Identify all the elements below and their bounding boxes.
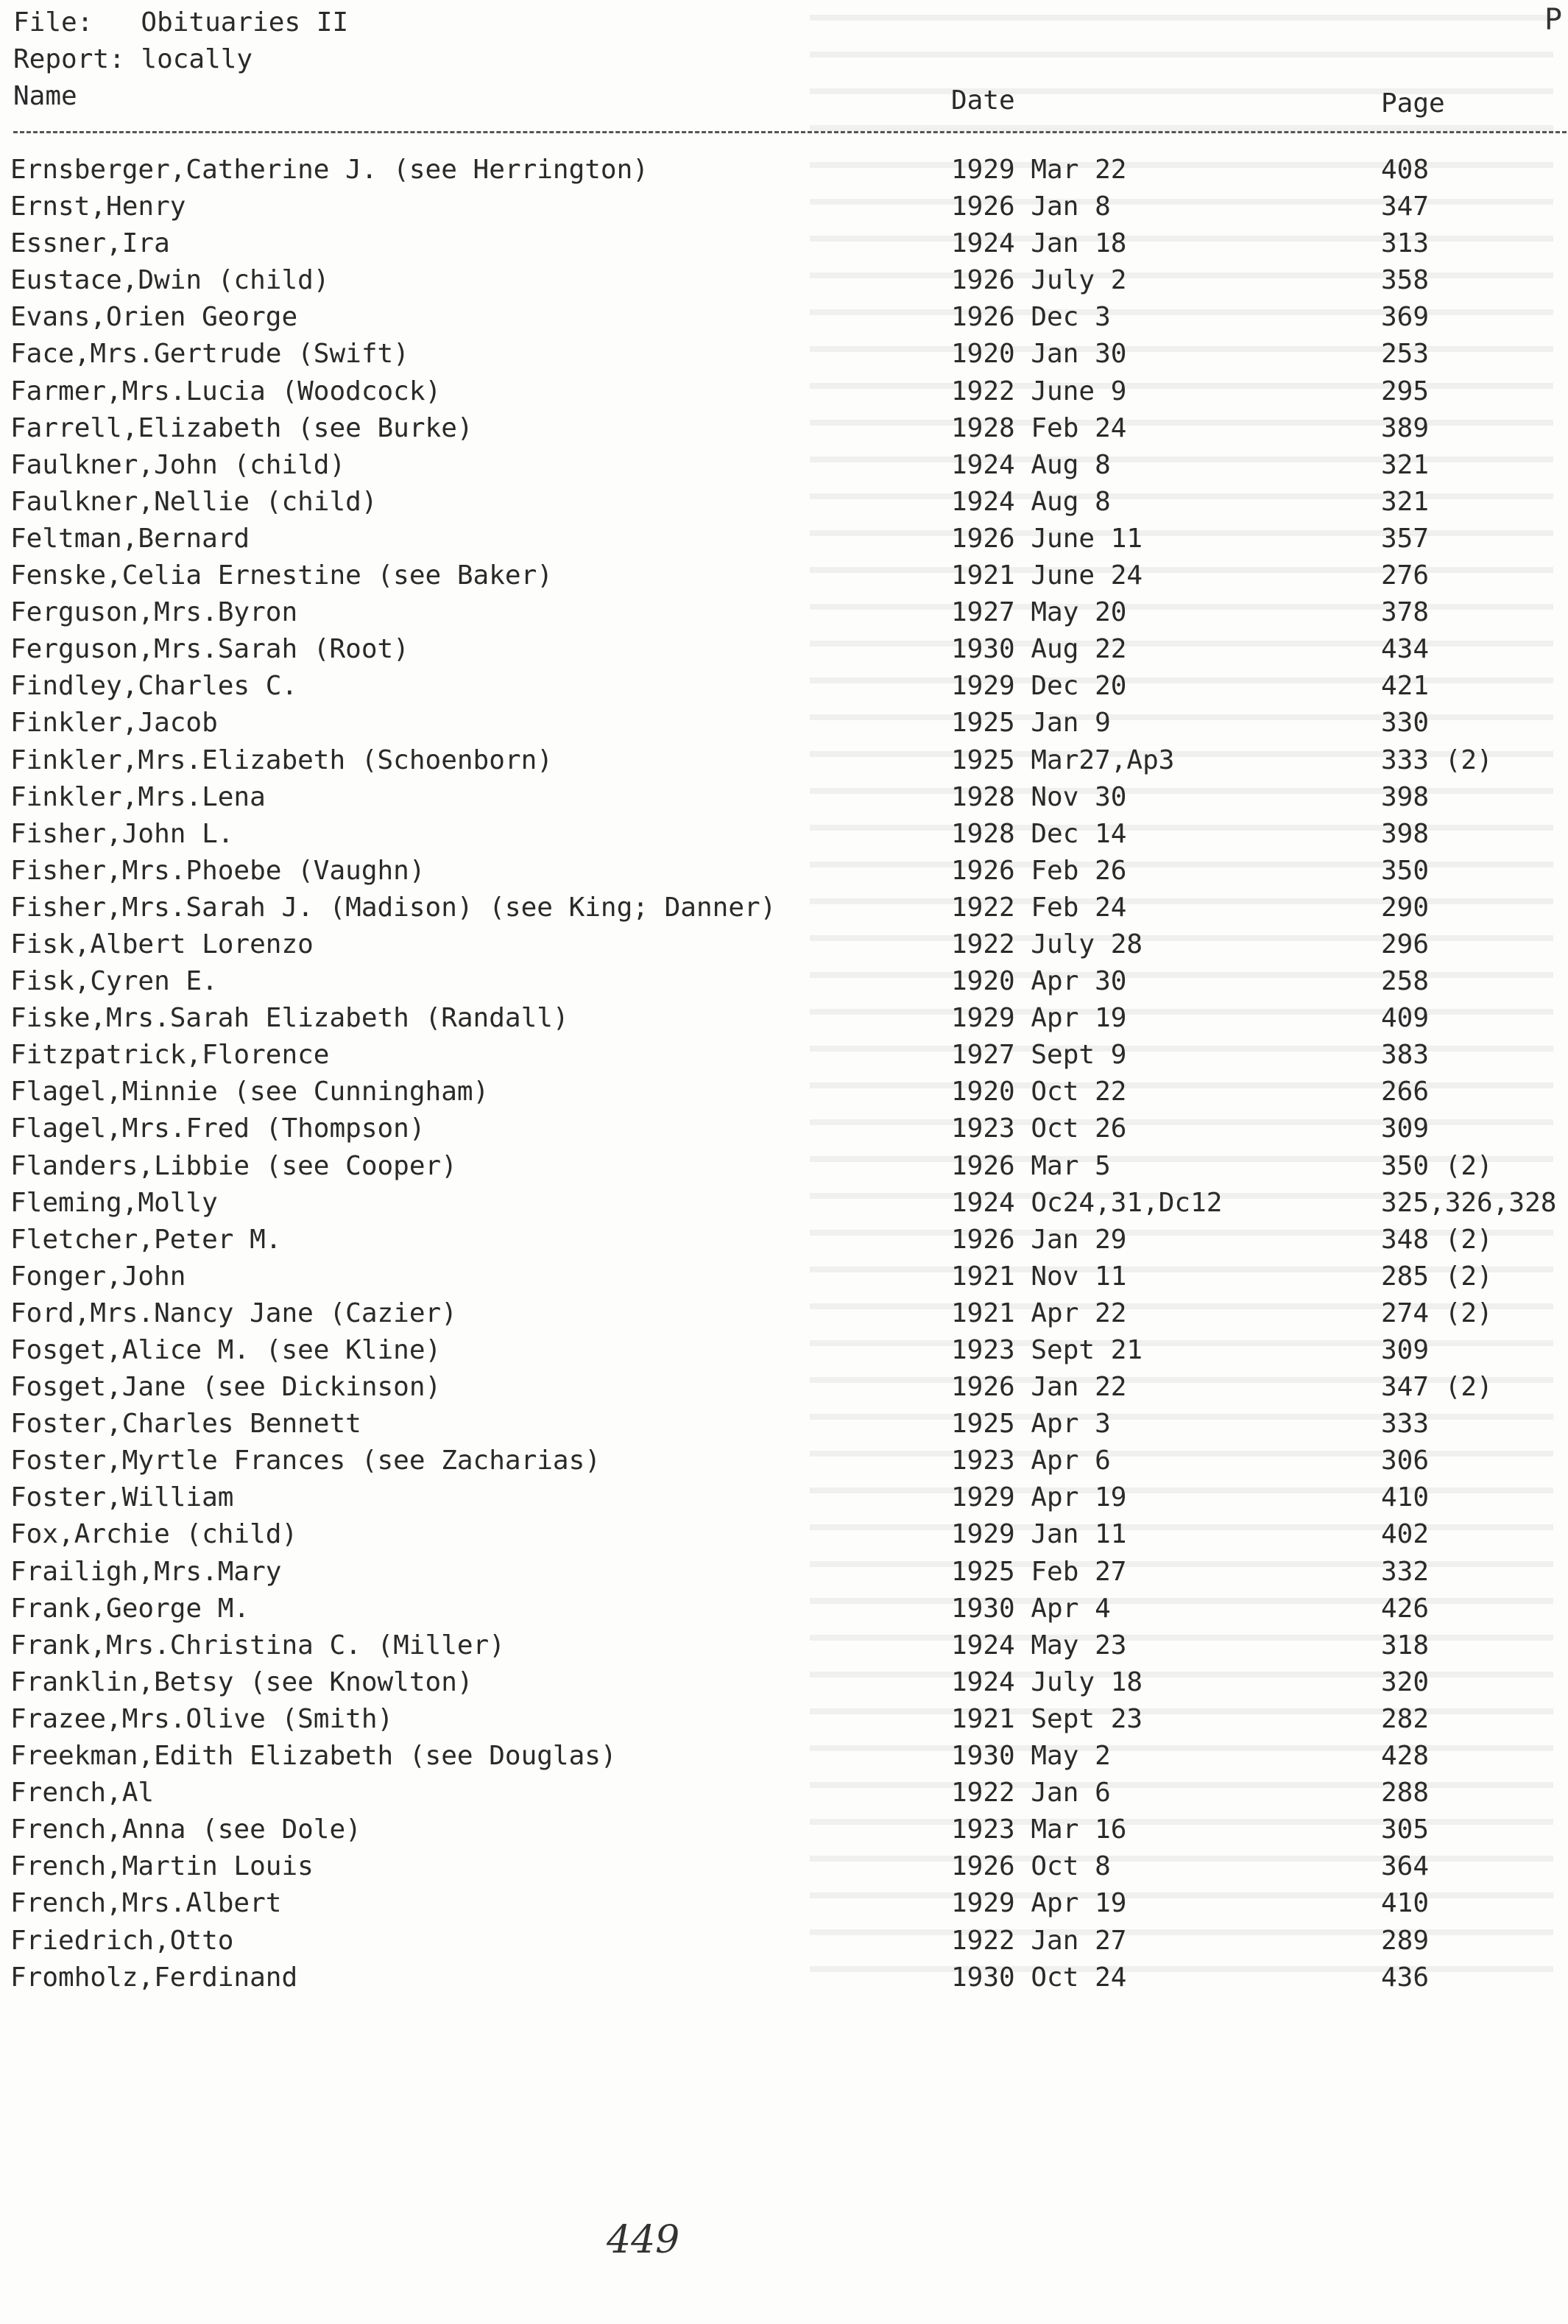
list-item <box>0 1701 1568 1738</box>
entry-page: 408 <box>1381 155 1430 185</box>
entry-page: 357 <box>1381 523 1430 554</box>
entry-page: 436 <box>1381 1962 1430 1993</box>
entry-date: 1926 Dec 3 <box>951 302 1111 333</box>
entry-name: Franklin,Betsy (see Knowlton) <box>10 1666 473 1697</box>
column-header-page: Page <box>1381 88 1445 119</box>
entry-page: 282 <box>1381 1703 1430 1734</box>
list-item <box>0 152 1568 189</box>
entry-date: 1926 Feb 26 <box>951 855 1127 886</box>
entry-name: Ferguson,Mrs.Byron <box>10 597 298 628</box>
entry-date: 1924 Oc24,31,Dc12 <box>951 1187 1223 1218</box>
entry-page: 309 <box>1381 1113 1430 1144</box>
entry-page: 330 <box>1381 708 1430 739</box>
entry-date: 1930 May 2 <box>951 1741 1111 1772</box>
entry-page: 295 <box>1381 376 1430 406</box>
entry-name: Fenske,Celia Ernestine (see Baker) <box>10 560 553 591</box>
entry-name: Fiske,Mrs.Sarah Elizabeth (Randall) <box>10 1003 569 1034</box>
list-item <box>0 594 1568 631</box>
entry-date: 1926 Jan 22 <box>951 1372 1127 1403</box>
entry-date: 1922 Jan 6 <box>951 1778 1111 1809</box>
list-item <box>0 1000 1568 1037</box>
entry-name: Finkler,Jacob <box>10 708 218 739</box>
entry-name: Faulkner,Nellie (child) <box>10 486 378 517</box>
entry-name: Fletcher,Peter M. <box>10 1224 282 1255</box>
entry-date: 1926 Oct 8 <box>951 1851 1111 1882</box>
entry-page: 309 <box>1381 1335 1430 1365</box>
entry-page: 266 <box>1381 1077 1430 1108</box>
entry-page: 274 (2) <box>1381 1297 1493 1328</box>
list-item <box>0 1627 1568 1664</box>
entry-page: 332 <box>1381 1556 1430 1587</box>
entry-name: Ford,Mrs.Nancy Jane (Cazier) <box>10 1297 457 1328</box>
entry-page: 296 <box>1381 929 1430 959</box>
entry-name: Foster,Myrtle Frances (see Zacharias) <box>10 1446 601 1476</box>
entry-name: Evans,Orien George <box>10 302 298 333</box>
entry-name: Flagel,Mrs.Fred (Thompson) <box>10 1113 425 1144</box>
list-item <box>0 557 1568 594</box>
entry-page: 350 (2) <box>1381 1150 1493 1181</box>
entry-page: 410 <box>1381 1888 1430 1919</box>
entry-date: 1923 Oct 26 <box>951 1113 1127 1144</box>
list-item <box>0 890 1568 926</box>
entry-date: 1930 Aug 22 <box>951 634 1127 665</box>
entry-name: Farmer,Mrs.Lucia (Woodcock) <box>10 376 442 406</box>
entry-name: Essner,Ira <box>10 228 170 259</box>
list-item <box>0 853 1568 890</box>
entry-name: Frank,George M. <box>10 1593 250 1624</box>
column-header-date: Date <box>951 85 1015 116</box>
entry-name: Ernst,Henry <box>10 191 186 222</box>
entry-date: 1922 June 9 <box>951 376 1127 406</box>
list-item <box>0 668 1568 705</box>
entry-date: 1923 Apr 6 <box>951 1446 1111 1476</box>
header-divider <box>13 131 1567 133</box>
list-item <box>0 1811 1568 1848</box>
entry-name: Finkler,Mrs.Lena <box>10 781 266 812</box>
entry-page: 313 <box>1381 228 1430 259</box>
entry-page: 325,326,328 <box>1381 1187 1557 1218</box>
list-item <box>0 1406 1568 1443</box>
entry-name: Foster,Charles Bennett <box>10 1409 361 1440</box>
entry-name: French,Al <box>10 1778 155 1809</box>
entry-date: 1924 Aug 8 <box>951 449 1111 480</box>
entry-name: Frank,Mrs.Christina C. (Miller) <box>10 1630 505 1661</box>
entry-name: Faulkner,John (child) <box>10 449 346 480</box>
entry-date: 1930 Oct 24 <box>951 1962 1127 1993</box>
entry-date: 1924 Jan 18 <box>951 228 1127 259</box>
list-item <box>0 1295 1568 1332</box>
list-item <box>0 1775 1568 1811</box>
list-item <box>0 705 1568 742</box>
list-item <box>0 1332 1568 1369</box>
list-item <box>0 1110 1568 1147</box>
entry-date: 1929 Apr 19 <box>951 1003 1127 1034</box>
list-item <box>0 1222 1568 1258</box>
list-item <box>0 373 1568 410</box>
entry-page: 369 <box>1381 302 1430 333</box>
entry-date: 1927 Sept 9 <box>951 1040 1127 1071</box>
entry-name: Flanders,Libbie (see Cooper) <box>10 1150 457 1181</box>
entry-name: Face,Mrs.Gertrude (Swift) <box>10 339 409 370</box>
entry-page: 410 <box>1381 1482 1430 1513</box>
entry-date: 1926 Jan 8 <box>951 191 1111 222</box>
entry-page: 398 <box>1381 781 1430 812</box>
entry-date: 1930 Apr 4 <box>951 1593 1111 1624</box>
list-item <box>0 447 1568 484</box>
entry-page: 347 (2) <box>1381 1372 1493 1403</box>
entry-page: 421 <box>1381 671 1430 702</box>
entry-name: Feltman,Bernard <box>10 523 250 554</box>
list-item <box>0 1848 1568 1885</box>
entry-date: 1921 June 24 <box>951 560 1143 591</box>
file-title: File: Obituaries II <box>13 7 349 38</box>
entry-page: 402 <box>1381 1519 1430 1550</box>
entry-name: Fisher,Mrs.Phoebe (Vaughn) <box>10 855 425 886</box>
entry-page: 347 <box>1381 191 1430 222</box>
entry-date: 1925 Mar27,Ap3 <box>951 744 1175 775</box>
entry-page: 364 <box>1381 1851 1430 1882</box>
entry-page: 333 <box>1381 1409 1430 1440</box>
list-item <box>0 963 1568 1000</box>
list-item <box>0 299 1568 336</box>
entry-date: 1921 Nov 11 <box>951 1261 1127 1292</box>
entry-page: 409 <box>1381 1003 1430 1034</box>
entry-name: Flagel,Minnie (see Cunningham) <box>10 1077 490 1108</box>
entry-page: 434 <box>1381 634 1430 665</box>
entry-name: Freekman,Edith Elizabeth (see Douglas) <box>10 1741 617 1772</box>
entry-date: 1929 Dec 20 <box>951 671 1127 702</box>
report-title: Report: locally <box>13 44 253 74</box>
entry-date: 1929 Apr 19 <box>951 1888 1127 1919</box>
entry-date: 1929 Jan 11 <box>951 1519 1127 1550</box>
list-item <box>0 1258 1568 1295</box>
entry-page: 321 <box>1381 449 1430 480</box>
entry-date: 1926 Mar 5 <box>951 1150 1111 1181</box>
entry-page: 318 <box>1381 1630 1430 1661</box>
list-item <box>0 1923 1568 1959</box>
entry-name: Fisher,John L. <box>10 818 234 849</box>
list-item <box>0 926 1568 963</box>
list-item <box>0 1591 1568 1627</box>
entry-page: 358 <box>1381 265 1430 296</box>
entry-date: 1920 Jan 30 <box>951 339 1127 370</box>
list-item <box>0 410 1568 447</box>
entry-date: 1921 Sept 23 <box>951 1703 1143 1734</box>
entry-date: 1926 Jan 29 <box>951 1224 1127 1255</box>
entry-date: 1922 Feb 24 <box>951 892 1127 923</box>
entry-date: 1929 Mar 22 <box>951 155 1127 185</box>
list-item <box>0 1074 1568 1110</box>
entry-name: French,Mrs.Albert <box>10 1888 282 1919</box>
list-item <box>0 816 1568 853</box>
list-item <box>0 1516 1568 1553</box>
entry-date: 1925 Feb 27 <box>951 1556 1127 1587</box>
entry-name: Fisk,Cyren E. <box>10 966 218 997</box>
entry-page: 289 <box>1381 1925 1430 1956</box>
entry-date: 1926 July 2 <box>951 265 1127 296</box>
entry-page: 389 <box>1381 412 1430 443</box>
entry-date: 1923 Mar 16 <box>951 1814 1127 1845</box>
entry-page: 428 <box>1381 1741 1430 1772</box>
entry-date: 1924 July 18 <box>951 1666 1143 1697</box>
list-item <box>0 631 1568 668</box>
entry-name: Ernsberger,Catherine J. (see Herrington) <box>10 155 649 185</box>
entry-page: 305 <box>1381 1814 1430 1845</box>
entry-page: 320 <box>1381 1666 1430 1697</box>
entry-page: 258 <box>1381 966 1430 997</box>
entry-name: Fleming,Molly <box>10 1187 218 1218</box>
column-header-name: Name <box>13 81 77 111</box>
entry-page: 348 (2) <box>1381 1224 1493 1255</box>
list-item <box>0 262 1568 299</box>
list-item <box>0 1885 1568 1922</box>
entry-date: 1928 Nov 30 <box>951 781 1127 812</box>
entry-date: 1922 July 28 <box>951 929 1143 959</box>
entry-name: Fitzpatrick,Florence <box>10 1040 330 1071</box>
list-item <box>0 1185 1568 1222</box>
entry-date: 1928 Feb 24 <box>951 412 1127 443</box>
entry-date: 1924 Aug 8 <box>951 486 1111 517</box>
list-item <box>0 484 1568 521</box>
entry-date: 1928 Dec 14 <box>951 818 1127 849</box>
entry-name: Findley,Charles C. <box>10 671 298 702</box>
list-item <box>0 1554 1568 1591</box>
list-item <box>0 1369 1568 1406</box>
entry-page: 285 (2) <box>1381 1261 1493 1292</box>
list-item <box>0 1479 1568 1516</box>
entry-name: Fosget,Jane (see Dickinson) <box>10 1372 442 1403</box>
list-item <box>0 225 1568 262</box>
list-item <box>0 1148 1568 1185</box>
entry-name: Finkler,Mrs.Elizabeth (Schoenborn) <box>10 744 553 775</box>
entry-name: Fonger,John <box>10 1261 186 1292</box>
corner-mark: P <box>1544 3 1563 37</box>
entry-name: Frailigh,Mrs.Mary <box>10 1556 282 1587</box>
list-item <box>0 1959 1568 1996</box>
entry-date: 1921 Apr 22 <box>951 1297 1127 1328</box>
entry-date: 1929 Apr 19 <box>951 1482 1127 1513</box>
entry-name: Eustace,Dwin (child) <box>10 265 330 296</box>
entry-name: Fisher,Mrs.Sarah J. (Madison) (see King; Danner) <box>10 892 777 923</box>
entry-page: 290 <box>1381 892 1430 923</box>
entry-name: Ferguson,Mrs.Sarah (Root) <box>10 634 409 665</box>
entry-date: 1924 May 23 <box>951 1630 1127 1661</box>
entry-page: 378 <box>1381 597 1430 628</box>
entry-page: 350 <box>1381 855 1430 886</box>
entry-page: 333 (2) <box>1381 744 1493 775</box>
handwritten-page-number: 449 <box>607 2218 680 2262</box>
entry-page: 306 <box>1381 1446 1430 1476</box>
entry-name: Fosget,Alice M. (see Kline) <box>10 1335 442 1365</box>
entry-page: 288 <box>1381 1778 1430 1809</box>
obituary-list <box>0 152 1568 1996</box>
entry-name: Fox,Archie (child) <box>10 1519 298 1550</box>
entry-date: 1922 Jan 27 <box>951 1925 1127 1956</box>
list-item <box>0 742 1568 779</box>
entry-page: 426 <box>1381 1593 1430 1624</box>
entry-name: Foster,William <box>10 1482 234 1513</box>
entry-date: 1923 Sept 21 <box>951 1335 1143 1365</box>
entry-name: Frazee,Mrs.Olive (Smith) <box>10 1703 394 1734</box>
entry-page: 383 <box>1381 1040 1430 1071</box>
list-item <box>0 189 1568 225</box>
list-item <box>0 521 1568 557</box>
list-item <box>0 1443 1568 1479</box>
entry-page: 276 <box>1381 560 1430 591</box>
entry-name: Friedrich,Otto <box>10 1925 234 1956</box>
entry-date: 1926 June 11 <box>951 523 1143 554</box>
list-item <box>0 1738 1568 1775</box>
entry-date: 1925 Apr 3 <box>951 1409 1111 1440</box>
entry-name: Fisk,Albert Lorenzo <box>10 929 314 959</box>
list-item <box>0 336 1568 373</box>
list-item <box>0 779 1568 816</box>
entry-name: French,Martin Louis <box>10 1851 314 1882</box>
entry-page: 398 <box>1381 818 1430 849</box>
entry-name: Fromholz,Ferdinand <box>10 1962 298 1993</box>
list-item <box>0 1037 1568 1074</box>
entry-date: 1925 Jan 9 <box>951 708 1111 739</box>
entry-page: 253 <box>1381 339 1430 370</box>
entry-date: 1920 Oct 22 <box>951 1077 1127 1108</box>
entry-name: French,Anna (see Dole) <box>10 1814 361 1845</box>
list-item <box>0 1664 1568 1701</box>
entry-name: Farrell,Elizabeth (see Burke) <box>10 412 473 443</box>
entry-page: 321 <box>1381 486 1430 517</box>
entry-date: 1920 Apr 30 <box>951 966 1127 997</box>
entry-date: 1927 May 20 <box>951 597 1127 628</box>
